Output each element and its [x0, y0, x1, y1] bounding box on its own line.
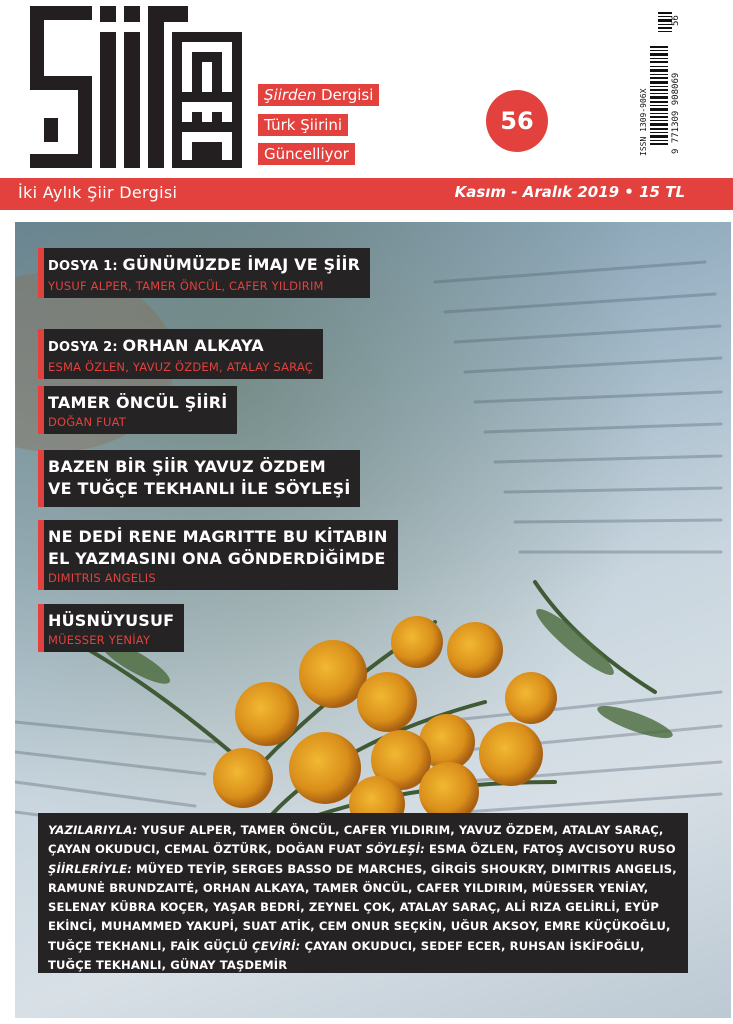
- headline-dossier-2: [38, 329, 323, 379]
- interview-list: ESMA ÖZLEN, FATOŞ AVCISOYU RUSO: [424, 842, 676, 857]
- dossier-1-kicker: DOSYA 1:: [48, 259, 123, 274]
- writings-list: YUSUF ALPER, TAMER ÖNCÜL, CAFER YILDIRIM, YAVUZ ÖZDEM, ATALAY SARAÇ, ÇAYAN OKUDUCI, CEMAL ÖZTÜRK, DOĞAN FUAT: [48, 823, 664, 857]
- subtitle-bar: [0, 178, 733, 210]
- headline-magritte: [38, 520, 398, 590]
- label-writings: YAZILARIYLA:: [48, 823, 138, 837]
- dossier-1-authors: YUSUF ALPER, TAMER ÖNCÜL, CAFER YILDIRIM: [48, 279, 324, 293]
- dossier-1-title: GÜNÜMÜZDE İMAJ VE ŞİİR: [122, 255, 361, 274]
- barcode-number: 9 771309 908069: [671, 72, 680, 154]
- magritte-author: DIMITRIS ANGELIS: [48, 571, 156, 585]
- issue-date-price: Kasım - Aralık 2019 • 15 TL: [454, 183, 685, 201]
- headline-dossier-1: [38, 248, 370, 298]
- tamer-oncul-author: DOĞAN FUAT: [48, 415, 126, 429]
- husnuyusuf-author: MÜESSER YENİAY: [48, 633, 151, 647]
- barcode-bars-icon: [636, 6, 680, 156]
- dossier-2-kicker: DOSYA 2:: [48, 340, 123, 355]
- label-poems: ŞİİRLERİYLE:: [48, 861, 132, 876]
- barcode-addon: 56: [671, 15, 680, 26]
- issue-number-badge: 56: [486, 90, 548, 152]
- magazine-subtitle: İki Aylık Şiir Dergisi: [18, 183, 178, 202]
- tamer-oncul-title: TAMER ÖNCÜL ŞİİRİ: [48, 393, 228, 412]
- poems-list: MÜYED TEYİP, SERGES BASSO DE MARCHES, GİRGİS SHOUKRY, DIMITRIS ANGELIS, RAMUNĖ BRUNDZAITĖ, ORHAN ALKAYA, TAMER ÖNCÜL, CAFER YILDIRIM, MÜESSER YENİAY, SELENAY KÜBRA KOÇER, YAŞAR BEDRİ, ZEYNEL ÇOK, ATALAY SARAÇ, ALİ RIZA GELİRLİ, EYÜP EKİNCİ, MUHAMMED YAKUPİ, SUAT ATİK, CEM ONUR SEÇKİN, UĞUR AKSOY, EMRE KÜÇÜKOĞLU, TUĞÇE TEKHANLI, FAİK GÜÇLÜ: [48, 861, 677, 953]
- husnuyusuf-title: HÜSNÜYUSUF: [48, 611, 175, 630]
- tagline-brand: Şiirden: [264, 86, 317, 104]
- tagline-rest: Dergisi: [316, 86, 374, 104]
- label-interview: SÖYLEŞİ:: [365, 842, 425, 857]
- tagline-line-2: Türk Şiirini: [258, 114, 348, 136]
- siirden-logo: [30, 6, 242, 168]
- label-translation: ÇEVİRİ:: [252, 938, 301, 953]
- tagline-line-3: Güncelliyor: [258, 143, 355, 165]
- magritte-title-line-1: NE DEDİ RENE MAGRITTE BU KİTABIN: [48, 527, 388, 546]
- magritte-title-line-2: EL YAZMASINI ONA GÖNDERDİĞİMDE: [48, 549, 386, 568]
- translation-list: ÇAYAN OKUDUCI, SEDEF ECER, RUHSAN İSKİFOĞLU, TUĞÇE TEKHANLI, GÜNAY TAŞDEMİR: [48, 938, 645, 973]
- headline-husnuyusuf: [38, 604, 184, 652]
- dossier-2-authors: ESMA ÖZLEN, YAVUZ ÖZDEM, ATALAY SARAÇ: [48, 360, 313, 374]
- barcode: [636, 6, 680, 156]
- contributors-box: [38, 813, 688, 973]
- headline-tamer-oncul: [38, 386, 237, 434]
- headline-interview: [38, 450, 360, 507]
- issn-text: ISSN 1309-906X: [639, 88, 648, 156]
- dossier-2-title: ORHAN ALKAYA: [122, 336, 264, 355]
- interview-title-line-2: VE TUĞÇE TEKHANLI İLE SÖYLEŞİ: [48, 479, 351, 498]
- interview-title-line-1: BAZEN BİR ŞİİR YAVUZ ÖZDEM: [48, 457, 326, 476]
- tagline-line-1: [258, 84, 379, 106]
